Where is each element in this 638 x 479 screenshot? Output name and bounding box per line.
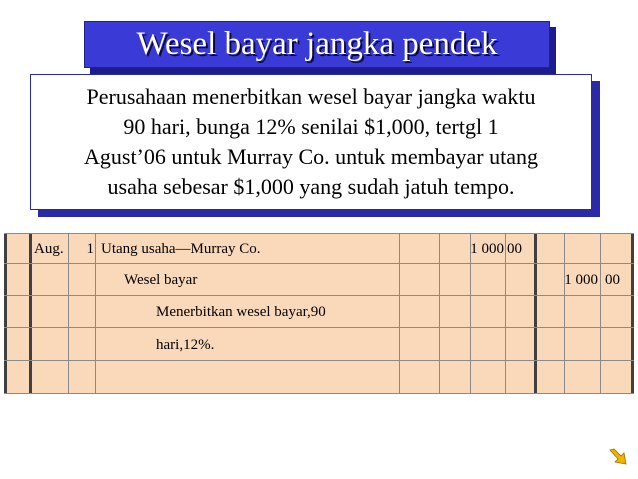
- journal-row: [4, 330, 634, 360]
- journal-row: [4, 362, 634, 392]
- journal-row: [4, 234, 634, 264]
- slide-title: Wesel bayar jangka pendek: [84, 21, 550, 68]
- description-line: Perusahaan menerbitkan wesel bayar jangka waktu: [86, 84, 536, 109]
- journal-row: [4, 297, 634, 327]
- entry-description: Wesel bayar: [124, 271, 198, 288]
- date-day: 1: [86, 240, 94, 257]
- journal-ledger: [4, 233, 634, 394]
- credit-amount: 1 000: [564, 271, 598, 288]
- ledger-row-line: [4, 360, 634, 361]
- date-month: Aug.: [34, 240, 64, 257]
- entry-explanation: Menerbitkan wesel bayar,90: [156, 303, 326, 320]
- journal-row: [4, 265, 634, 295]
- description-line: Agust’06 untuk Murray Co. untuk membayar utang: [84, 144, 538, 169]
- description-line: usaha sebesar $1,000 yang sudah jatuh tempo.: [107, 174, 515, 199]
- debit-cents: 00: [507, 240, 522, 257]
- ledger-row-line: [4, 327, 634, 328]
- description-line: 90 hari, bunga 12% senilai $1,000, tertgl 1: [123, 114, 499, 139]
- credit-cents: 00: [605, 271, 620, 288]
- entry-description: Utang usaha—Murray Co.: [101, 240, 261, 257]
- entry-explanation: hari,12%.: [156, 336, 215, 353]
- credit-amount: [540, 234, 598, 264]
- description-box: [30, 74, 592, 210]
- ledger-row-line: [4, 295, 634, 296]
- debit-amount: 1 000: [470, 240, 504, 257]
- next-arrow-icon[interactable]: [609, 448, 629, 471]
